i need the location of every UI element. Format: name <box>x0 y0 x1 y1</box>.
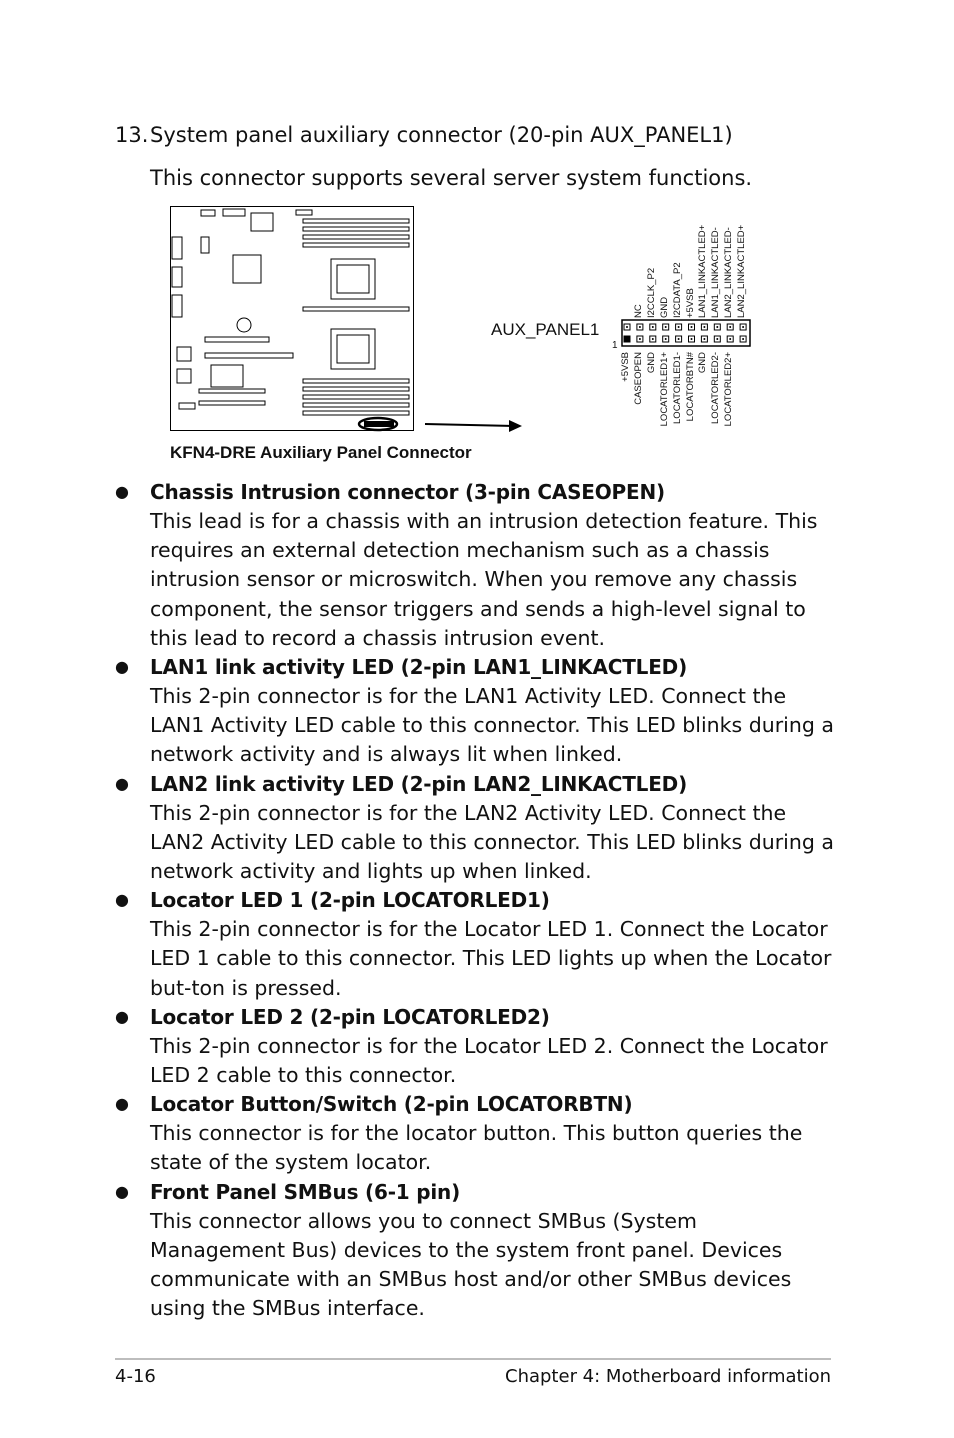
list-item <box>115 1090 835 1177</box>
header-pin-dot <box>703 338 705 340</box>
connector-label: AUX_PANEL1 <box>491 320 600 339</box>
item-title: LAN2 link activity LED (2-pin LAN2_LINKACTLED) <box>150 771 688 796</box>
item-title: Front Panel SMBus (6-1 pin) <box>150 1179 461 1204</box>
item-body: This 2-pin connector is for the LAN1 Activity LED. Connect the LAN1 Activity LED cable to this connector. This LED blinks during a network activity and is always lit when linked. <box>150 684 834 767</box>
section-title: System panel auxiliary connector (20-pin AUX_PANEL1) <box>150 123 733 147</box>
footer-divider <box>115 1358 831 1360</box>
aux-panel-header <box>620 318 754 348</box>
item-body: This connector allows you to connect SMBus (System Management Bus) devices to the system front panel. Devices communicate with an SMBus host and/or other SMBus devices using the SMBus interface. <box>150 1208 792 1321</box>
header-pin-dot <box>665 326 667 328</box>
header-pin-dot <box>729 338 731 340</box>
item-title: Chassis Intrusion connector (3-pin CASEOPEN) <box>150 480 665 504</box>
bullet-icon: ● <box>115 1006 129 1026</box>
item-body: This lead is for a chassis with an intrusion detection feature. This requires an external detection mechanism such as a chassis intrusion sensor or microswitch. When you remove any chassis component, the sensor triggers and sends a high-level signal to this lead to record a chassis intrusion event. <box>150 509 818 650</box>
page-number: 4-16 <box>115 1366 156 1387</box>
bottom-pin-label: CASEOPEN <box>632 352 644 405</box>
item-title: Locator Button/Switch (2-pin LOCATORBTN) <box>150 1092 633 1117</box>
section-number: 13. <box>115 123 149 147</box>
bottom-pin-label: LOCATORBTN# <box>684 352 696 422</box>
bullet-icon: ● <box>115 773 129 793</box>
bottom-pin-label: LOCATORLED2- <box>710 352 722 424</box>
bullet-icon: ● <box>115 1094 129 1114</box>
pointer-arrow <box>395 414 525 438</box>
bottom-pin-label: LOCATORLED1+ <box>658 352 670 427</box>
top-pin-label: NC <box>632 304 644 318</box>
item-title: Locator LED 2 (2-pin LOCATORLED2) <box>150 1004 550 1029</box>
list-item <box>115 478 835 653</box>
bottom-pin-label: LOCATORLED2+ <box>723 352 735 427</box>
item-title: LAN1 link activity LED (2-pin LAN1_LINKACTLED) <box>150 655 688 680</box>
header-pin-dot <box>639 338 641 340</box>
bottom-pin-label: LOCATORLED1- <box>671 352 683 424</box>
list-item <box>115 886 835 1003</box>
list-item <box>115 653 835 770</box>
header-pin-dot <box>665 338 667 340</box>
header-pin-dot <box>742 338 744 340</box>
item-body: This 2-pin connector is for the LAN2 Activity LED. Connect the LAN2 Activity LED cable to this connector. This LED blinks during a network activity and lights up when linked. <box>150 800 834 884</box>
header-pin-dot <box>652 338 654 340</box>
feature-list <box>115 478 835 1323</box>
chapter-title: Chapter 4: Motherboard information <box>505 1366 831 1387</box>
header-pin-dot <box>639 326 641 328</box>
header-pin-dot <box>742 326 744 328</box>
list-item <box>115 1178 835 1324</box>
header-pin-dot <box>691 338 693 340</box>
header-pin-dot <box>626 338 628 340</box>
header-pin-dot <box>703 326 705 328</box>
top-pin-label: I2CDATA_P2 <box>671 262 683 318</box>
bullet-icon: ● <box>115 657 129 677</box>
pin-grid <box>624 324 746 342</box>
top-pin-label: +5VSB <box>684 288 696 318</box>
bottom-pin-label: GND <box>645 352 657 374</box>
header-pin-dot <box>691 326 693 328</box>
top-pin-label: GND <box>658 296 670 318</box>
header-pin-dot <box>716 326 718 328</box>
header-pin-dot <box>678 338 680 340</box>
item-body: This 2-pin connector is for the Locator LED 2. Connect the Locator LED 2 cable to this connector. <box>150 1033 828 1088</box>
section-heading <box>115 123 733 147</box>
header-pin-dot <box>626 326 628 328</box>
top-pin-label: LAN1_LINKACTLED- <box>710 227 722 318</box>
top-pin-label: LAN1_LINKACTLED+ <box>697 224 709 318</box>
bottom-pin-label: GND <box>697 352 709 374</box>
header-pin-dot <box>729 326 731 328</box>
top-pin-label: LAN2_LINKACTLED+ <box>736 224 748 318</box>
list-item <box>115 1003 835 1090</box>
section-intro: This connector supports several server system functions. <box>150 166 753 190</box>
motherboard-diagram <box>170 206 414 431</box>
bullet-icon: ● <box>115 1181 129 1201</box>
item-body: This 2-pin connector is for the Locator LED 1. Connect the Locator LED 1 cable to this connector. This LED lights up when the Locator but-ton is pressed. <box>150 917 832 1000</box>
header-pin-dot <box>678 326 680 328</box>
item-title: Locator LED 1 (2-pin LOCATORLED1) <box>150 888 550 913</box>
list-item <box>115 770 835 887</box>
pin-one-marker: 1 <box>612 340 618 351</box>
item-body: This connector is for the locator button. This button queries the state of the system locator. <box>150 1121 803 1175</box>
motherboard-drawing <box>171 207 415 432</box>
header-pin-dot <box>652 326 654 328</box>
top-pin-label: LAN2_LINKACTLED- <box>723 227 735 318</box>
bullet-icon: ● <box>115 482 129 501</box>
top-pin-label: I2CCLK_P2 <box>645 267 657 318</box>
bottom-pin-label: +5VSB <box>620 352 631 382</box>
diagram-caption: KFN4-DRE Auxiliary Panel Connector <box>170 443 472 462</box>
bullet-icon: ● <box>115 890 129 910</box>
header-pin-dot <box>716 338 718 340</box>
